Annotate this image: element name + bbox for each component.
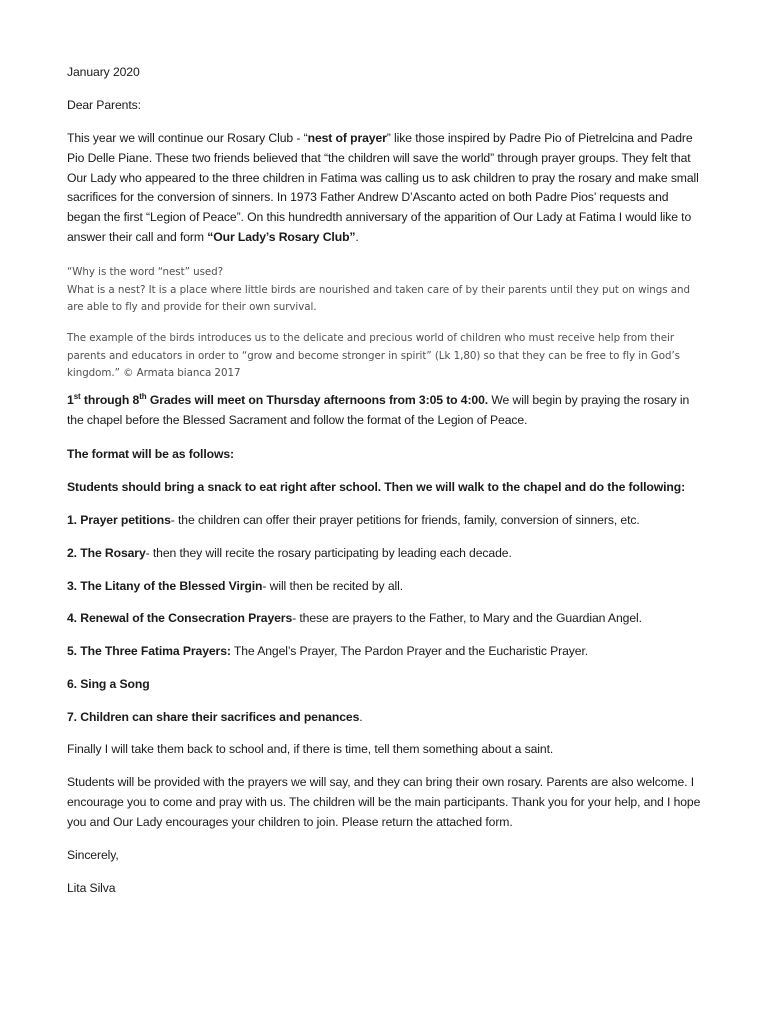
list-item-5: 5. The Three Fatima Prayers: The Angel’s Prayer, The Pardon Prayer and the Eucharistic Prayer. <box>67 644 589 658</box>
intro-paragraph <box>67 129 703 248</box>
finally-paragraph: Finally I will take them back to school and, if there is time, tell them something about a saint. <box>67 742 554 756</box>
salutation: Dear Parents: <box>67 98 141 112</box>
schedule-grade-start: 1 <box>67 393 74 407</box>
list-item-7: 7. Children can share their sacrifices and penances. <box>67 710 363 724</box>
schedule-sup-st: st <box>73 391 81 401</box>
letter-date: January 2020 <box>67 65 140 79</box>
format-heading: The format will be as follows: <box>67 447 234 461</box>
nest-answer: What is a nest? It is a place where little birds are nourished and taken care of by their parents until they put on wings and are able to fly and provide for their own survival. <box>67 283 690 313</box>
closing-paragraph: Students will be provided with the prayers we will say, and they can bring their own rosary. Parents are also welcome. I encourage you to come and pray with us. The children will be the main participants. Thank you for your help, and I hope you and Our Lady encourages your children to join. Please return the attached form. <box>67 775 701 829</box>
schedule-time: Grades will meet on Thursday afternoons from 3:05 to 4:00. <box>146 393 489 407</box>
signoff: Sincerely, <box>67 848 119 862</box>
nest-quote <box>67 264 703 317</box>
intro-text-3: . <box>355 229 359 244</box>
schedule-through: through 8 <box>80 393 140 407</box>
instructions: Students should bring a snack to eat right after school. Then we will walk to the chapel and do the following: <box>67 480 686 494</box>
intro-text-2: ” like those inspired by Padre Pio of Pietrelcina and Padre Pio Delle Piane. These two friends believed that “the children will save the world” through prayer groups. They felt that Our Lady who appeared to the three children in Fatima was calling us to ask children to pray the rosary and make small sacrifices for the conversion of sinners. In 1973 Father Andrew D’Ascanto acted on both Padre Pios’ requests and began the first “Legion of Peace”. On this hundredth anniversary of the apparition of Our Lady at Fatima I would like to answer their call and form <box>67 131 699 244</box>
intro-text-1: This year we will continue our Rosary Club - “ <box>67 131 308 145</box>
list-item-1: 1. Prayer petitions- the children can offer their prayer petitions for friends, family, conversion of sinners, etc. <box>67 513 640 527</box>
schedule-sup-th: th <box>139 391 147 401</box>
nest-question: “Why is the word “nest” used? <box>67 266 224 278</box>
list-item-3: 3. The Litany of the Blessed Virgin- will then be recited by all. <box>67 579 403 593</box>
list-item-2: 2. The Rosary- then they will recite the rosary participating by leading each decade. <box>67 546 512 560</box>
signature: Lita Silva <box>67 881 116 895</box>
birds-quote: The example of the birds introduces us to the delicate and precious world of children who must receive help from their parents and educators in order to “grow and become stronger in spirit” (Lk 1,80) so that they can be free to fly in God’s kingdom.” © Armata bianca 2017 <box>67 332 680 379</box>
list-item-6: 6. Sing a Song <box>67 677 150 691</box>
schedule-paragraph <box>67 391 703 431</box>
nest-of-prayer: nest of prayer <box>307 131 387 145</box>
schedule-detail: We will begin by praying the rosary in the chapel before the Blessed Sacrament and follow the format of the Legion of Peace. <box>67 393 690 427</box>
club-name: “Our Lady’s Rosary Club” <box>207 229 356 244</box>
list-item-4: 4. Renewal of the Consecration Prayers- these are prayers to the Father, to Mary and the Guardian Angel. <box>67 611 642 625</box>
